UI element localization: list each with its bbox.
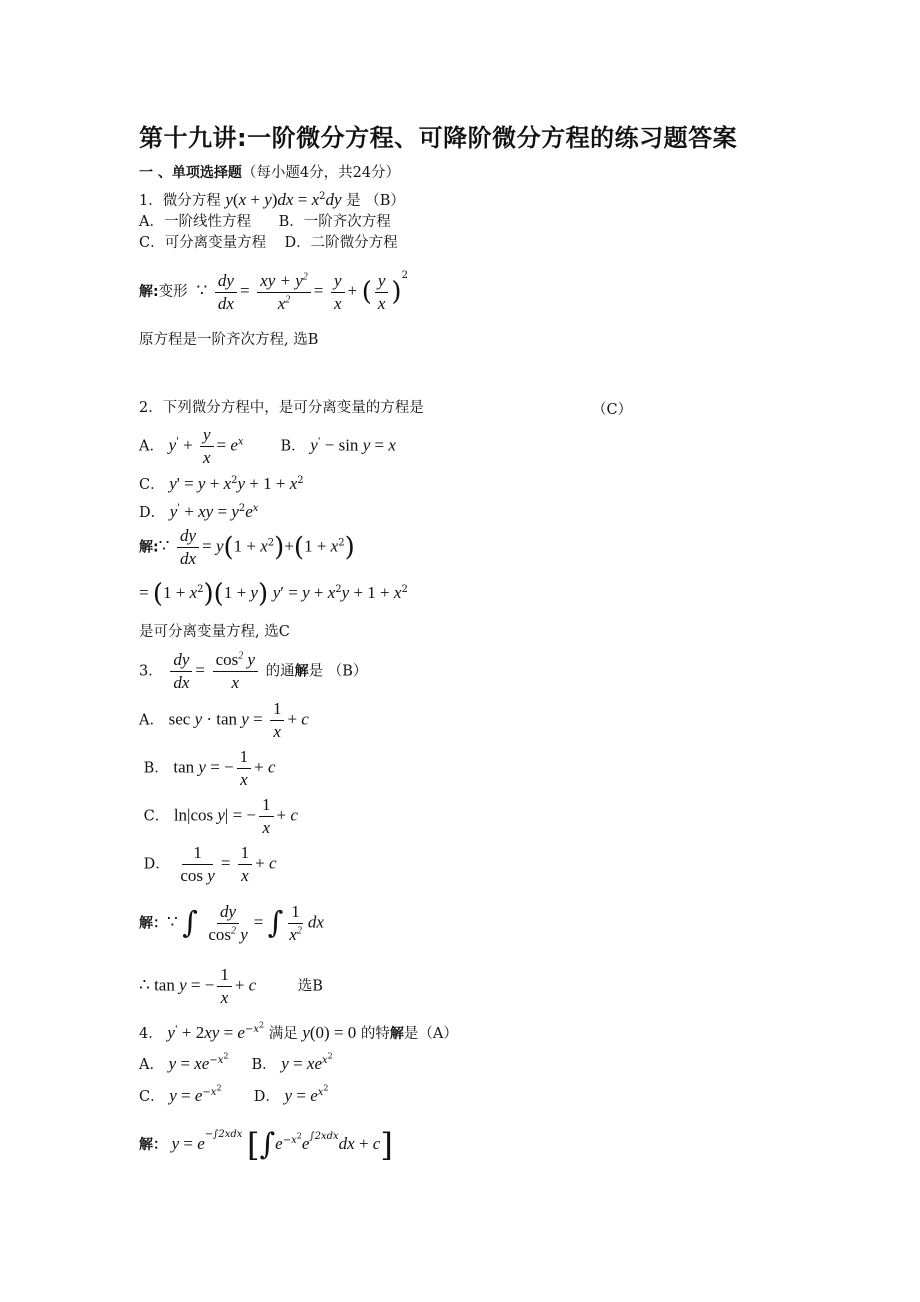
- q4-mid2-bold: 解: [389, 1026, 404, 1043]
- q3-option-c: C． ln|cos y| = − $\frac{1}{x}$ + c: [143, 795, 298, 837]
- q4-mid2: 的特: [360, 1026, 390, 1043]
- q2-option-d-label: D．: [139, 504, 166, 521]
- q1-solution-word: 变形: [158, 284, 188, 300]
- q2-solution-1: 解:∵ $\frac{dy}{dx}$ = $y(1 + x^2)+(1 + x^2)$: [139, 526, 355, 568]
- q2-option-d: D． y' + xy = $y^2e^x$: [139, 501, 259, 521]
- q2-option-c-label: C．: [139, 476, 165, 493]
- page-title: 第十九讲:一阶微分方程、可降阶微分方程的练习题答案: [139, 124, 738, 152]
- q4-option-d-label: D．: [253, 1089, 280, 1106]
- q3-suffix-bold: 解: [294, 663, 309, 680]
- q1-prefix: 1．微分方程: [139, 192, 221, 209]
- q3-choose: 选B: [297, 978, 323, 995]
- q1-option-c: C．可分离变量方程: [139, 235, 267, 251]
- q1-option-d: D．二阶微分方程: [284, 235, 398, 251]
- q4-option-a-label: A．: [139, 1057, 164, 1074]
- q2-stem: 2．下列微分方程中，是可分离变量的方程是: [139, 400, 424, 416]
- q3-solution-label: 解：: [139, 915, 167, 932]
- q1-solution-label: 解:: [139, 284, 159, 300]
- q4-stem: 4． $y' + 2xy = e^{-x^2}$ 满足 y(0) = 0 的特解是（A）: [139, 1021, 458, 1043]
- q1-solution: 解:变形 ∵ $\frac{dy}{dx}$ = $\frac{xy + y^2}{x^2}$ = $\frac{y}{x}$ + ( $\frac{y}{x}$ )$^2$: [139, 270, 408, 313]
- q1-options-row1: [139, 212, 391, 232]
- q4-option-b-label: B．: [251, 1057, 277, 1074]
- q3-option-b-label: B．: [143, 760, 169, 777]
- q4-prefix: 4．: [139, 1026, 163, 1043]
- q2-option-a-label: A．: [139, 438, 164, 455]
- q3-option-d-label: D．: [143, 856, 170, 873]
- q4-options-cd: C． $y = e^{-x^2}$ D． $y = e^{x^2}$: [139, 1084, 329, 1106]
- q3-option-a-label: A．: [139, 712, 164, 729]
- q1-option-b: B．一阶齐次方程: [278, 214, 391, 230]
- q3-option-a: A． sec y · tan y = $\frac{1}{x}$ + c: [139, 699, 309, 741]
- q3-prefix: 3．: [139, 663, 163, 680]
- q3-option-c-label: C．: [143, 808, 170, 825]
- q1-suffix: 是 （B）: [346, 192, 405, 209]
- q3-stem: 3． $\frac{dy}{dx}$ = $\frac{\cos^2 y}{x}$ 的通解是 （B）: [139, 650, 368, 692]
- section-note: （每小题4分，共24分）: [241, 165, 401, 181]
- q2-solution-label: 解:: [139, 539, 159, 556]
- q2-solution-2: = $(1 + x^2)(1 + y)$ $y' = y + x^2y + 1 + x^2$: [139, 578, 408, 609]
- q2-option-b-label: B．: [280, 438, 306, 455]
- q3-solution-2: ∴ tan y = − $\frac{1}{x}$ + c 选B: [139, 965, 323, 1007]
- q2-conclusion: 是可分离变量方程, 选C: [139, 624, 290, 640]
- q1-conclusion: 原方程是一阶齐次方程, 选B: [139, 332, 319, 348]
- q1-options-row2: [139, 233, 398, 253]
- section-label: 一 、单项选择题: [139, 165, 242, 181]
- q1-equation: y: [225, 189, 233, 209]
- q3-suffix: 的通: [265, 663, 295, 680]
- q2-option-c: C． $y' = y + x^2y + 1 + x^2$: [139, 473, 304, 493]
- q4-mid: 满足: [268, 1026, 298, 1043]
- q3-option-b: B． tan y = − $\frac{1}{x}$ + c: [143, 747, 276, 789]
- q3-option-d: D． $\frac{1}{\text{cos y}}$ = $\frac{1}{x}$ + c: [143, 843, 277, 885]
- section-heading: [139, 163, 400, 183]
- q3-solution-1: 解：∵ ∫ $\frac{dy}{\cos^2 y}$ = ∫ $\frac{1}{x^2}$ dx: [139, 902, 324, 944]
- q1-stem: 1．微分方程 $y(x + y)dx = x^2dy$ 是 （B）: [139, 189, 405, 209]
- q1-option-a: A．一阶线性方程: [139, 214, 251, 230]
- q4-end: 是（A）: [403, 1026, 458, 1043]
- q3-suffix-end: 是 （B）: [308, 663, 368, 680]
- q2-options-ab: A． y' + $\frac{y}{x}$ = $e^x$ B． y' − sin y = x: [139, 425, 396, 467]
- q4-option-c-label: C．: [139, 1089, 165, 1106]
- q2-answer: （C）: [592, 402, 633, 418]
- q4-options-ab: A． $y = xe^{-x^2}$ B． $y = xe^{x^2}$: [139, 1052, 333, 1074]
- q4-solution: 解： $y = e^{-\int 2xdx}$ $[\int e^{-x^2}e^{\int 2xdx}dx + c]$: [139, 1126, 393, 1164]
- q4-solution-label: 解：: [139, 1137, 167, 1153]
